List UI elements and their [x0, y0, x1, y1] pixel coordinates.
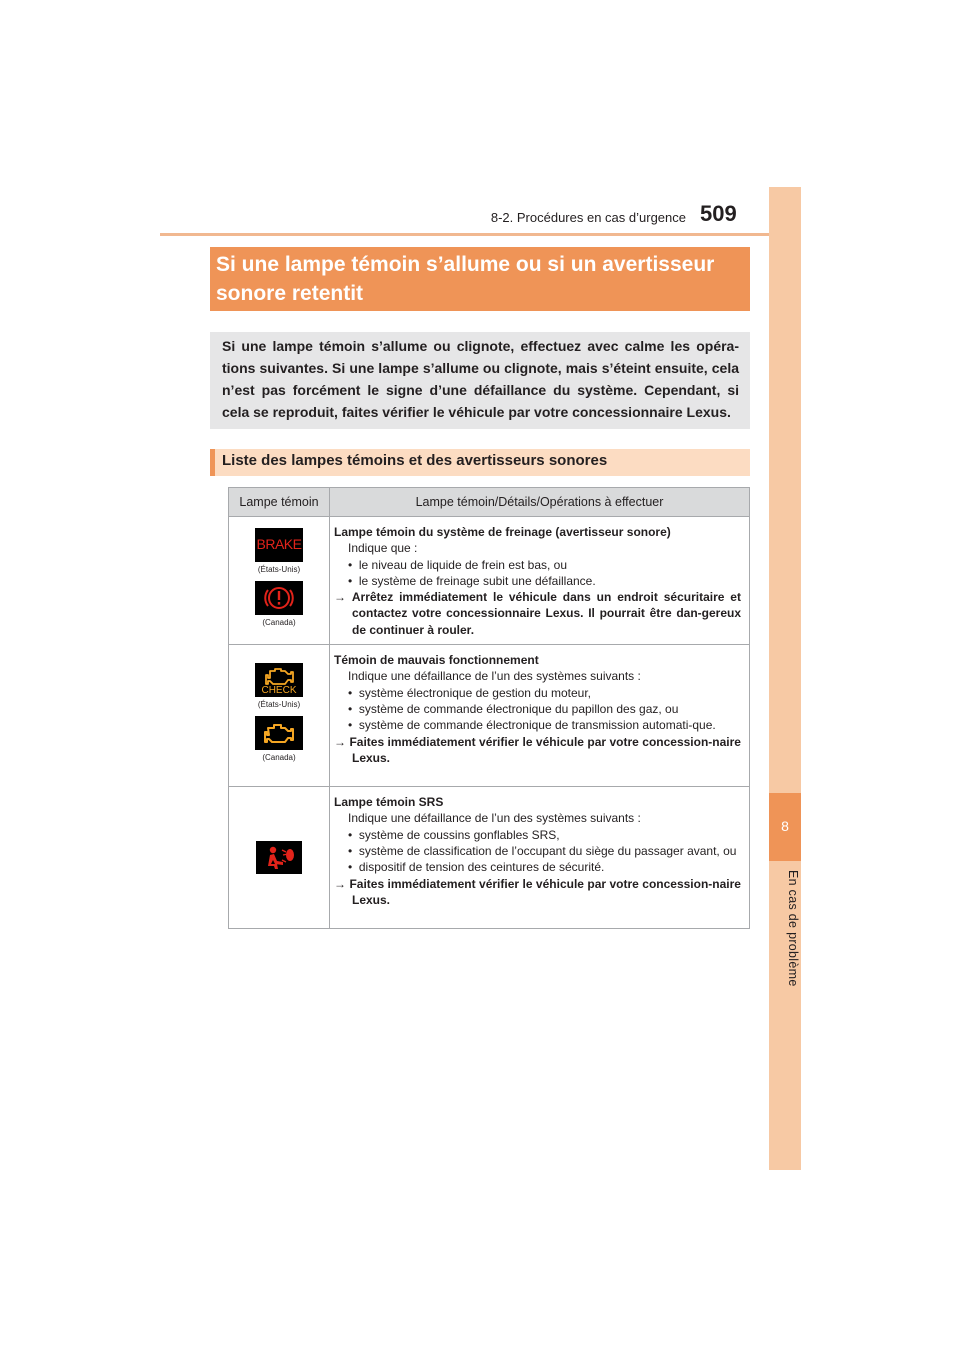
- list-item: • système de commande électronique de transmission automati-que.: [348, 718, 716, 733]
- subheading-accent: [210, 449, 215, 476]
- lamp-action: → Arrêtez immédiatement le véhicule dans un endroit sécuritaire et contactez votre concessionnaire Lexus. Il pourrait être dan-gereux de continuer à rouler.: [334, 590, 741, 637]
- list-item: • système électronique de gestion du moteur,: [348, 685, 592, 700]
- lamp-intro: Indique que :: [348, 541, 418, 556]
- lamp-title: Lampe témoin SRS: [334, 795, 444, 810]
- lamp-icon-cell: [229, 517, 330, 645]
- chapter-number: 8: [781, 818, 789, 834]
- intro-text: Si une lampe témoin s’allume ou clignote, effectuez avec calme les opéra-tions suivantes. Si une lampe s’allume ou clignote, mais s’éteint ensuite, cela n’est pas forcément le signe d’une défaillance du système. Cependant, si cela se reproduit, faites vérifier le véhicule par votre concessionnaire Lexus.: [222, 338, 739, 420]
- column-header-details: Lampe témoin/Détails/Opérations à effectuer: [330, 488, 750, 517]
- lamp-action: → Faites immédiatement vérifier le véhicule par votre concession-naire Lexus.: [334, 734, 741, 765]
- brake-exclamation-icon: [255, 581, 303, 615]
- list-item: • le niveau de liquide de frein est bas, ou: [348, 557, 568, 572]
- region-caption-usa: (États-Unis): [257, 564, 301, 574]
- engine-icon: [255, 716, 303, 750]
- region-caption-canada: (Canada): [262, 752, 296, 762]
- warning-lamp-table: [228, 487, 750, 929]
- table-row: [229, 787, 750, 929]
- brake-warning-icon: [255, 528, 303, 562]
- section-title: 8-2. Procédures en cas d’urgence: [490, 210, 686, 225]
- lamp-details-cell: [330, 645, 750, 787]
- lamp-intro: Indique une défaillance de l’un des systèmes suivants :: [348, 811, 641, 826]
- list-item: • dispositif de tension des ceintures de sécurité.: [348, 860, 605, 875]
- engine-glyph-canada: [255, 716, 303, 750]
- page-title-line-1: Si une lampe témoin s’allume ou si un avertisseur: [216, 253, 715, 276]
- page-title-line-2: sonore retentit: [216, 282, 364, 305]
- column-header-lamp: Lampe témoin: [229, 488, 330, 517]
- lamp-title: Témoin de mauvais fonctionnement: [334, 653, 539, 668]
- table-header-row: [229, 488, 750, 517]
- lamp-icon-cell: [229, 787, 330, 929]
- lamp-icon-cell: [229, 645, 330, 787]
- lamp-intro: Indique une défaillance de l’un des systèmes suivants :: [348, 669, 641, 684]
- chapter-side-tab: [769, 187, 801, 1170]
- brake-lamp-label: BRAKE: [256, 535, 302, 552]
- region-caption-canada: (Canada): [262, 617, 296, 627]
- table-row: [229, 645, 750, 787]
- srs-airbag-icon: [256, 841, 302, 874]
- region-caption-usa: (États-Unis): [257, 699, 301, 709]
- engine-glyph: [255, 665, 303, 687]
- brake-exclamation-glyph: [255, 581, 303, 615]
- list-item: • système de coussins gonflables SRS,: [348, 827, 560, 842]
- lamp-details-cell: [330, 787, 750, 929]
- subheading: Liste des lampes témoins et des avertisseurs sonores: [222, 452, 608, 469]
- list-item: • système de classification de l’occupant du siège du passager avant, ou: [348, 843, 737, 858]
- page-title: [216, 250, 741, 308]
- table-row: [229, 517, 750, 645]
- check-engine-icon: [255, 663, 303, 697]
- airbag-glyph: [256, 841, 302, 874]
- page-number: 509: [700, 201, 737, 226]
- list-item: • système de commande électronique du papillon des gaz, ou: [348, 701, 679, 716]
- lamp-title: Lampe témoin du système de freinage (avertisseur sonore): [334, 525, 671, 539]
- lamp-details-cell: [330, 517, 750, 645]
- lamp-action: → Faites immédiatement vérifier le véhicule par votre concession-naire Lexus.: [334, 876, 741, 907]
- list-item: • le système de freinage subit une défaillance.: [348, 573, 596, 588]
- check-lamp-label: CHECK: [261, 684, 297, 696]
- header-rule: [160, 233, 800, 236]
- chapter-label: En cas de problème: [786, 870, 800, 987]
